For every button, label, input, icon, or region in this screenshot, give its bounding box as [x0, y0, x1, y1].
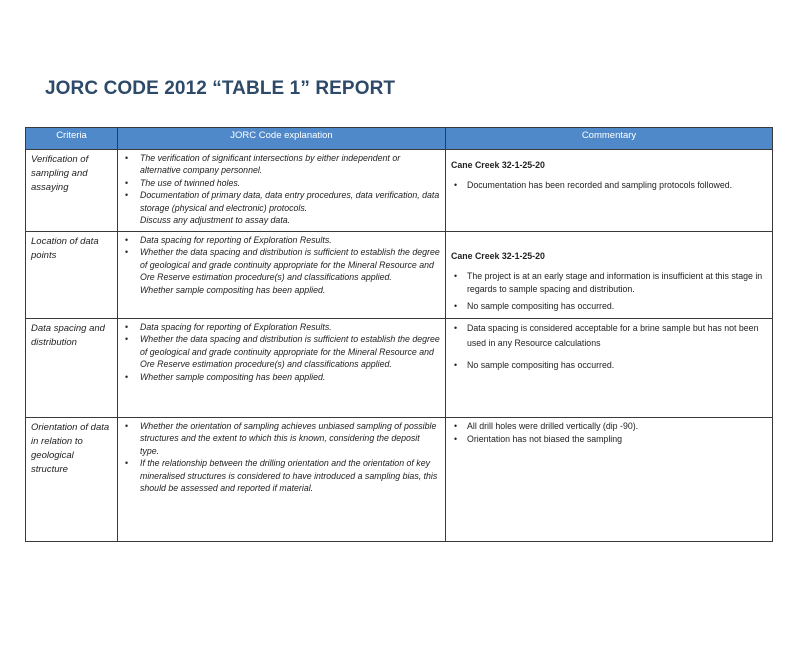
explanation-extra-line: Discuss any adjustment to assay data. [140, 215, 291, 226]
table-row-data-spacing [26, 319, 773, 418]
commentary-cell [446, 319, 773, 418]
explanation-bullet: • Whether the data spacing and distribution is sufficient to establish the degree of geological and grade continuity appropriate for the Mineral Resource and Ore Reserve estimation procedure(s) and classifications applied. [125, 247, 440, 283]
bullet-icon: • [125, 458, 129, 469]
commentary-bullet: • No sample compositing has occurred. [454, 301, 615, 311]
criteria-cell: Orientation of data in relation to geological structure [26, 418, 118, 542]
explanation-extra-line: Whether sample compositing has been applied. [140, 284, 326, 295]
bullet-icon: • [454, 421, 458, 431]
explanation-cell [118, 150, 446, 232]
bullet-icon: • [454, 434, 458, 444]
commentary-bullet: • Documentation has been recorded and sampling protocols followed. [454, 180, 733, 190]
bullet-icon: • [454, 180, 458, 190]
bullet-icon: • [125, 421, 129, 431]
bullet-icon: • [125, 322, 129, 332]
commentary-bullet: • Data spacing is considered acceptable for a brine sample but has not been used in any Resource calculations [454, 323, 759, 348]
bullet-icon: • [125, 247, 129, 258]
table-row-location [26, 232, 773, 319]
table-row-verification [26, 150, 773, 232]
commentary-bullet: • No sample compositing has occurred. [451, 358, 768, 373]
bullet-icon: • [125, 371, 129, 382]
explanation-cell [118, 232, 446, 319]
criteria-cell: Location of data points [26, 232, 118, 319]
commentary-heading: Cane Creek 32-1-25-20 [451, 160, 545, 170]
bullet-icon: • [454, 360, 458, 370]
commentary-bullet: • The project is at an early stage and information is insufficient at this stage in regards to sample spacing and distribution. [454, 271, 763, 294]
explanation-bullet: • Whether sample compositing has been applied. [125, 371, 326, 382]
table-header-row [26, 128, 773, 150]
header-criteria: Criteria [26, 128, 118, 150]
commentary-cell [446, 418, 773, 542]
bullet-icon: • [125, 153, 129, 163]
commentary-bullet: • All drill holes were drilled vertically (dip -90). [454, 421, 639, 431]
explanation-bullet: • The use of twinned holes. [125, 177, 241, 188]
bullet-icon: • [125, 177, 129, 188]
criteria-cell: Verification of sampling and assaying [26, 150, 118, 232]
explanation-bullet: • The verification of significant intersections by either independent or alternative company personnel. [125, 153, 401, 176]
header-explanation: JORC Code explanation [118, 128, 446, 150]
commentary-cell [446, 232, 773, 319]
bullet-icon: • [454, 271, 458, 281]
bullet-icon: • [125, 334, 129, 345]
explanation-cell [118, 418, 446, 542]
bullet-icon: • [454, 301, 458, 311]
commentary-heading: Cane Creek 32-1-25-20 [451, 251, 545, 261]
header-commentary: Commentary [446, 128, 773, 150]
jorc-table-1 [25, 127, 773, 542]
explanation-bullet: • If the relationship between the drilling orientation and the orientation of key mineralised structures is considered to have introduced a sampling bias, this should be assessed and reported if material. [125, 458, 438, 494]
criteria-cell: Data spacing and distribution [26, 319, 118, 418]
bullet-icon: • [125, 190, 129, 201]
explanation-bullet: • Documentation of primary data, data entry procedures, data verification, data storage (physical and electronic) protocols. [125, 190, 440, 213]
explanation-bullet: • Whether the data spacing and distribution is sufficient to establish the degree of geological and grade continuity appropriate for the Mineral Resource and Ore Reserve estimation procedure(s) and classifications applied. [125, 334, 440, 370]
explanation-bullet: • Data spacing for reporting of Exploration Results. [125, 235, 332, 245]
page-title: JORC CODE 2012 “TABLE 1” REPORT [45, 78, 396, 99]
table-row-orientation [26, 418, 773, 542]
bullet-icon: • [125, 235, 129, 245]
commentary-bullet: • Orientation has not biased the sampling [454, 434, 623, 444]
explanation-cell [118, 319, 446, 418]
bullet-icon: • [454, 323, 458, 333]
explanation-bullet: • Data spacing for reporting of Exploration Results. [125, 322, 332, 332]
explanation-bullet: • Whether the orientation of sampling achieves unbiased sampling of possible structures and the extent to which this is known, considering the deposit type. [125, 421, 437, 456]
commentary-cell [446, 150, 773, 232]
